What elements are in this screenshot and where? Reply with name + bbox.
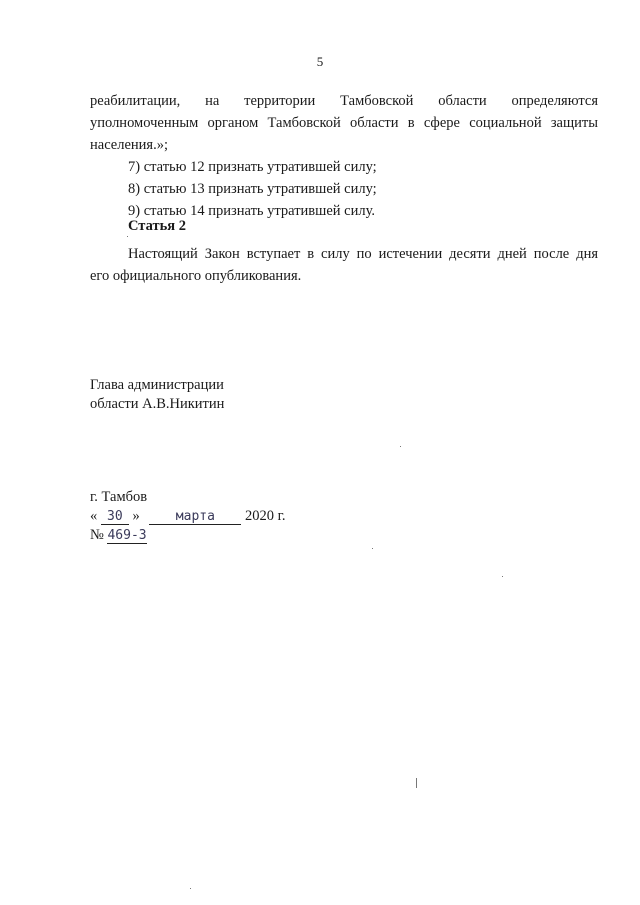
scan-speck (127, 236, 128, 237)
date-line (90, 507, 286, 526)
intro-line-1: реабилитации, на территории Тамбовской области определяются (90, 93, 598, 109)
list-item: 9) статью 14 признать утратившей силу. (128, 203, 375, 219)
article-2-line-1: Настоящий Закон вступает в силу по истечении десяти дней после дня (128, 246, 598, 262)
article-2-heading: Статья 2 (128, 218, 186, 234)
close-quote: » (132, 508, 140, 524)
scan-speck (416, 778, 417, 788)
article-2-text (90, 243, 598, 287)
signatory-title: Глава администрации (90, 377, 224, 393)
page-number: 5 (316, 54, 324, 69)
date-day: 30 (101, 509, 129, 525)
scan-speck (372, 548, 373, 549)
scan-speck (190, 888, 191, 889)
law-number: 469-З (107, 528, 147, 543)
signatory-name: области А.В.Никитин (90, 396, 225, 412)
number-prefix: № (90, 527, 104, 543)
intro-line-3: населения.»; (90, 137, 169, 153)
scan-speck (502, 576, 503, 577)
list-item: 8) статью 13 признать утратившей силу; (128, 181, 377, 197)
list-item: 7) статью 12 признать утратившей силу; (128, 159, 377, 175)
article-2-line-2: его официального опубликования. (90, 268, 302, 284)
signature-block (90, 376, 224, 414)
scan-speck (400, 446, 401, 447)
city: г. Тамбов (90, 489, 148, 505)
open-quote: « (90, 508, 98, 524)
date-year: 2020 г. (245, 508, 286, 524)
date-month: марта (149, 509, 241, 525)
number-line (90, 526, 286, 545)
intro-line-2: уполномоченным органом Тамбовской области в сфере социальной защиты (90, 115, 598, 131)
place-date-block (90, 488, 286, 545)
intro-paragraph (90, 90, 598, 222)
